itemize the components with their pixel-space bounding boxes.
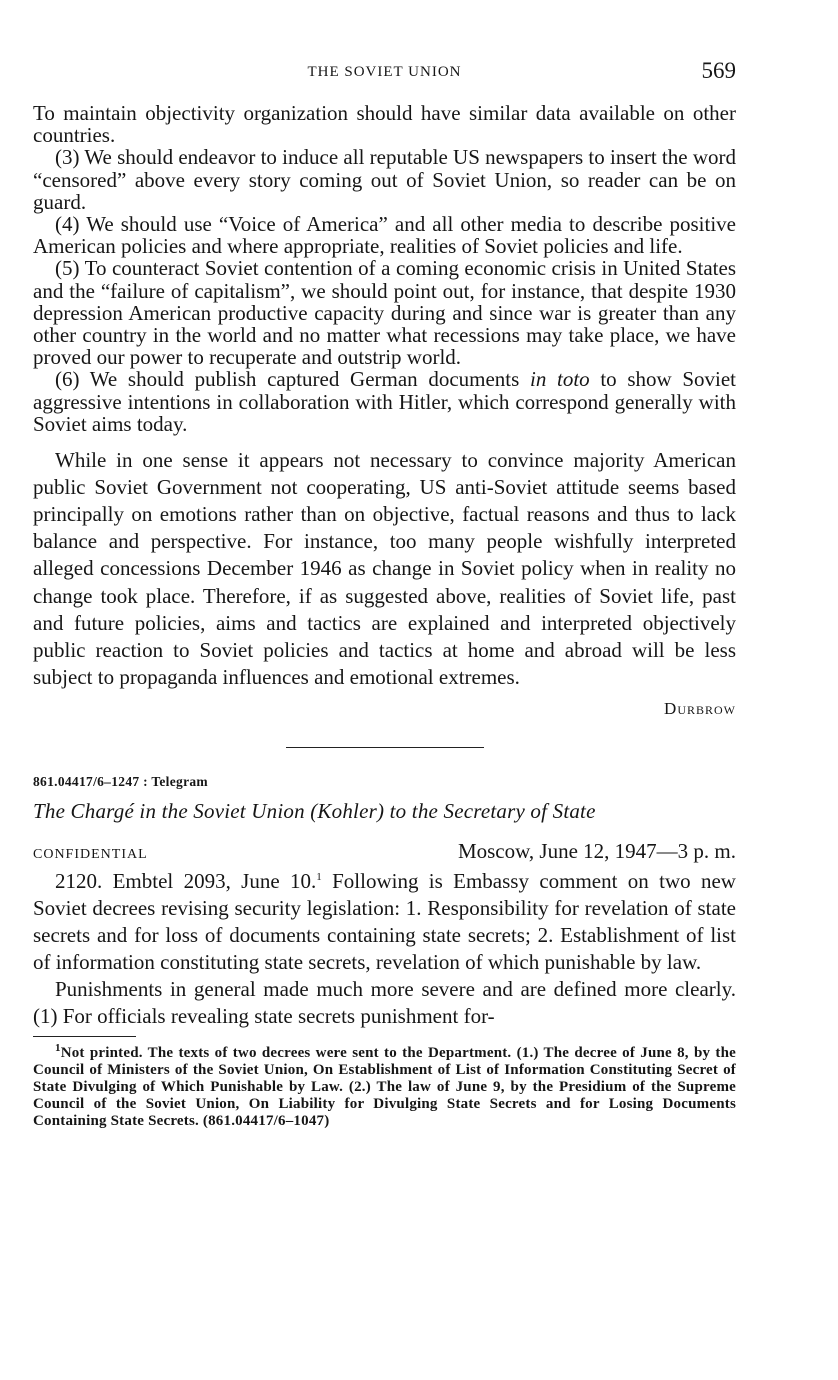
paragraph-item-3-text: (3) We should endeavor to induce all reputable US newspapers to insert the word “censored” above every story coming out of Soviet Union, so reader can be on guard.: [33, 145, 736, 214]
page-number: 569: [701, 58, 736, 83]
classification-label: CONFIDENTIAL: [33, 846, 148, 862]
main-commentary: [33, 447, 736, 691]
footnote: [33, 1042, 736, 1129]
paragraph-item-5: [33, 257, 736, 368]
paragraph-item-5-text: (5) To counteract Soviet contention of a coming economic crisis in United States and the “failure of capitalism”, we should point out, for instance, that despite 1930 depression American productive capacity during and since war is greater than any other country in the world and no matter what recessions may take place, we have proved our power to recuperate and outstrip world.: [33, 256, 736, 370]
footnote-mark: 1: [55, 1042, 61, 1055]
running-head: [33, 58, 736, 90]
item6-italic: in toto: [529, 367, 590, 392]
footnote-text: Not printed. The texts of two decrees were sent to the Department. (1.) The decree of June 8, by the Council of Ministers of the Soviet Union, On Establishment of List of Information Constituting Secret of State Divulging of Which Punishable by Law. (2.) The law of June 9, by the Presidium of the Supreme Council of the Soviet Union, On Liability for Divulging State Secrets and for Losing Documents Containing State Secrets. (861.04417/6–1047): [33, 1045, 736, 1129]
paragraph-punishments: [33, 976, 736, 1030]
footnote-divider: [33, 1036, 136, 1037]
signature: Durbrow: [664, 698, 736, 718]
para2-text: Punishments in general made much more severe and are defined more clearly. (1) For officials revealing state secrets punishment for-: [33, 977, 736, 1029]
section-divider: [286, 747, 484, 748]
telegram-2120-body: [33, 868, 736, 1031]
item6-before: (6) We should publish captured German documents: [55, 367, 530, 392]
paragraph-main-text: While in one sense it appears not necessary to convince majority American public Soviet Government not cooperating, US anti-Soviet attitude seems based principally on emotions rather than on objective, factual reasons and thus to lack balance and perspective. For instance, too many people wishfully interpreted alleged concessions December 1946 as change in Soviet policy when in reality no change took place. Therefore, if as suggested above, realities of Soviet life, past and future policies, aims and tactics are explained and interpreted objectively public reaction to Soviet policies and tactics at home and abroad will be less subject to propaganda influences and emotional extremes.: [33, 448, 736, 689]
para1-start: 2120. Embtel 2093, June 10.: [55, 868, 317, 893]
paragraph-objectivity: To maintain objectivity organization should have similar data available on other countries.: [33, 101, 736, 148]
document-page: [33, 58, 736, 1129]
document-title: [33, 798, 736, 824]
footnote-ref[interactable]: 1: [316, 870, 322, 883]
title-prefix: The Chargé in the Soviet Union (: [33, 798, 318, 823]
title-suffix: ) to the Secretary of State: [376, 798, 596, 823]
paragraph-item-4: [33, 213, 736, 257]
dateline: Moscow, June 12, 1947—3 p. m.: [457, 838, 736, 863]
classification-row: [33, 839, 736, 864]
file-reference: 861.04417/6–1247 : Telegram: [33, 773, 208, 789]
paragraph-main: [33, 447, 736, 691]
title-name: Kohler: [317, 798, 377, 823]
paragraph-item-4-text: (4) We should use “Voice of America” and all other media to describe positive American policies and where appropriate, realities of Soviet policies and life.: [33, 212, 736, 259]
paragraph-item-6: [33, 368, 736, 435]
telegram-recommendations: [33, 102, 736, 435]
para1-rest: Following is Embassy comment on two new Soviet decrees revising security legislation: 1. Responsibility for revelation of state secrets and for loss of documents containing state secrets; 2. Establishment of list of information constituting state secrets, revelation of which punishable by law.: [33, 868, 736, 975]
paragraph-item-3: [33, 146, 736, 213]
running-title: THE SOVIET UNION: [307, 64, 462, 80]
item6-after: to show Soviet aggressive intentions in collaboration with Hitler, which correspond generally with Soviet aims today.: [33, 367, 736, 436]
paragraph-2120: [33, 868, 736, 976]
